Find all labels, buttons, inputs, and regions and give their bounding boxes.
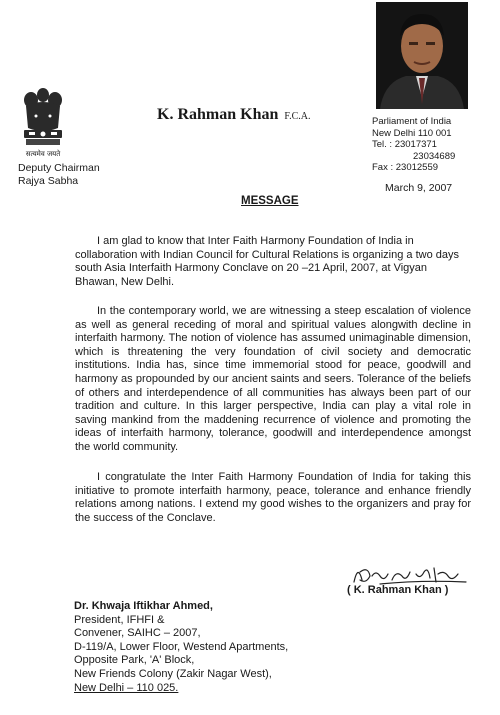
addressee-name: Dr. Khwaja Iftikhar Ahmed, (74, 600, 213, 612)
address-line: New Delhi 110 001 (372, 127, 452, 139)
sender-suffix: F.C.A. (284, 111, 311, 122)
addressee-line: President, IFHFI & (74, 613, 165, 626)
designation-line: Deputy Chairman (18, 162, 100, 174)
address-line: Parliament of India (372, 116, 452, 127)
addressee-line: Convener, SAIHC – 2007, (74, 627, 201, 640)
emblem-motto: सत्यमेव जयते (25, 150, 61, 158)
paragraph-text: I congratulate the Inter Faith Harmony Foundation of India for taking this initiative to promote interfaith harmony, peace, tolerance and enhance friendly relations among nations. I extend my good wishes to the organizers and pray for the success of the Conclave. (75, 471, 471, 524)
sender-name (157, 106, 311, 124)
addressee-line: New Delhi – 110 025. (74, 681, 179, 694)
phone-line: Tel. : 23017371 (372, 139, 437, 150)
fax-line: Fax : 23012559 (372, 162, 439, 173)
paragraph-text: In the contemporary world, we are witnessing a steep escalation of violence as well as general receding of moral and spiritual values alongwith decline in interfaith harmony. The notion of violence has assumed unimaginable dimension, which is threatening the very foundation of civil society and democratic institutions. India has, since time immemorial stood for peace, goodwill and harmony as propounded by our ancient saints and seers. Tolerance of the beliefs of others and interdependence of all communities has always been part of our tradition and culture. In this larger perspective, India can play a vital role in saving mankind from the maddening recurrence of violence and promoting the ideas of interfaith harmony, tolerance, goodwill and interdependence amongst the world community. (75, 305, 471, 453)
message-heading: MESSAGE (241, 195, 299, 207)
letter-date: March 9, 2007 (385, 182, 453, 194)
signatory-name: ( K. Rahman Khan ) (347, 584, 449, 596)
addressee-block (74, 600, 288, 695)
designation-line: Rajya Sabha (18, 175, 79, 187)
phone-line: 23034689 (413, 150, 456, 162)
office-address (372, 116, 455, 174)
portrait-photo (376, 2, 468, 109)
body-paragraph (75, 235, 471, 289)
addressee-line: Opposite Park, 'A' Block, (74, 654, 195, 667)
addressee-line: D-119/A, Lower Floor, Westend Apartments, (74, 640, 289, 653)
addressee-line: New Friends Colony (Zakir Nagar West), (74, 667, 272, 680)
paragraph-text: I am glad to know that Inter Faith Harmony Foundation of India in collaboration with Indian Council for Cultural Relations is organizing a two days south Asia Interfaith Harmony Conclave on 20 –21 April, 2007, at Vigyan Bhawan, New Delhi. (75, 235, 459, 288)
sender-designation (18, 162, 100, 188)
sender-name-text: K. Rahman Khan (157, 106, 279, 123)
body-paragraph (75, 471, 471, 525)
body-paragraph (75, 305, 471, 455)
